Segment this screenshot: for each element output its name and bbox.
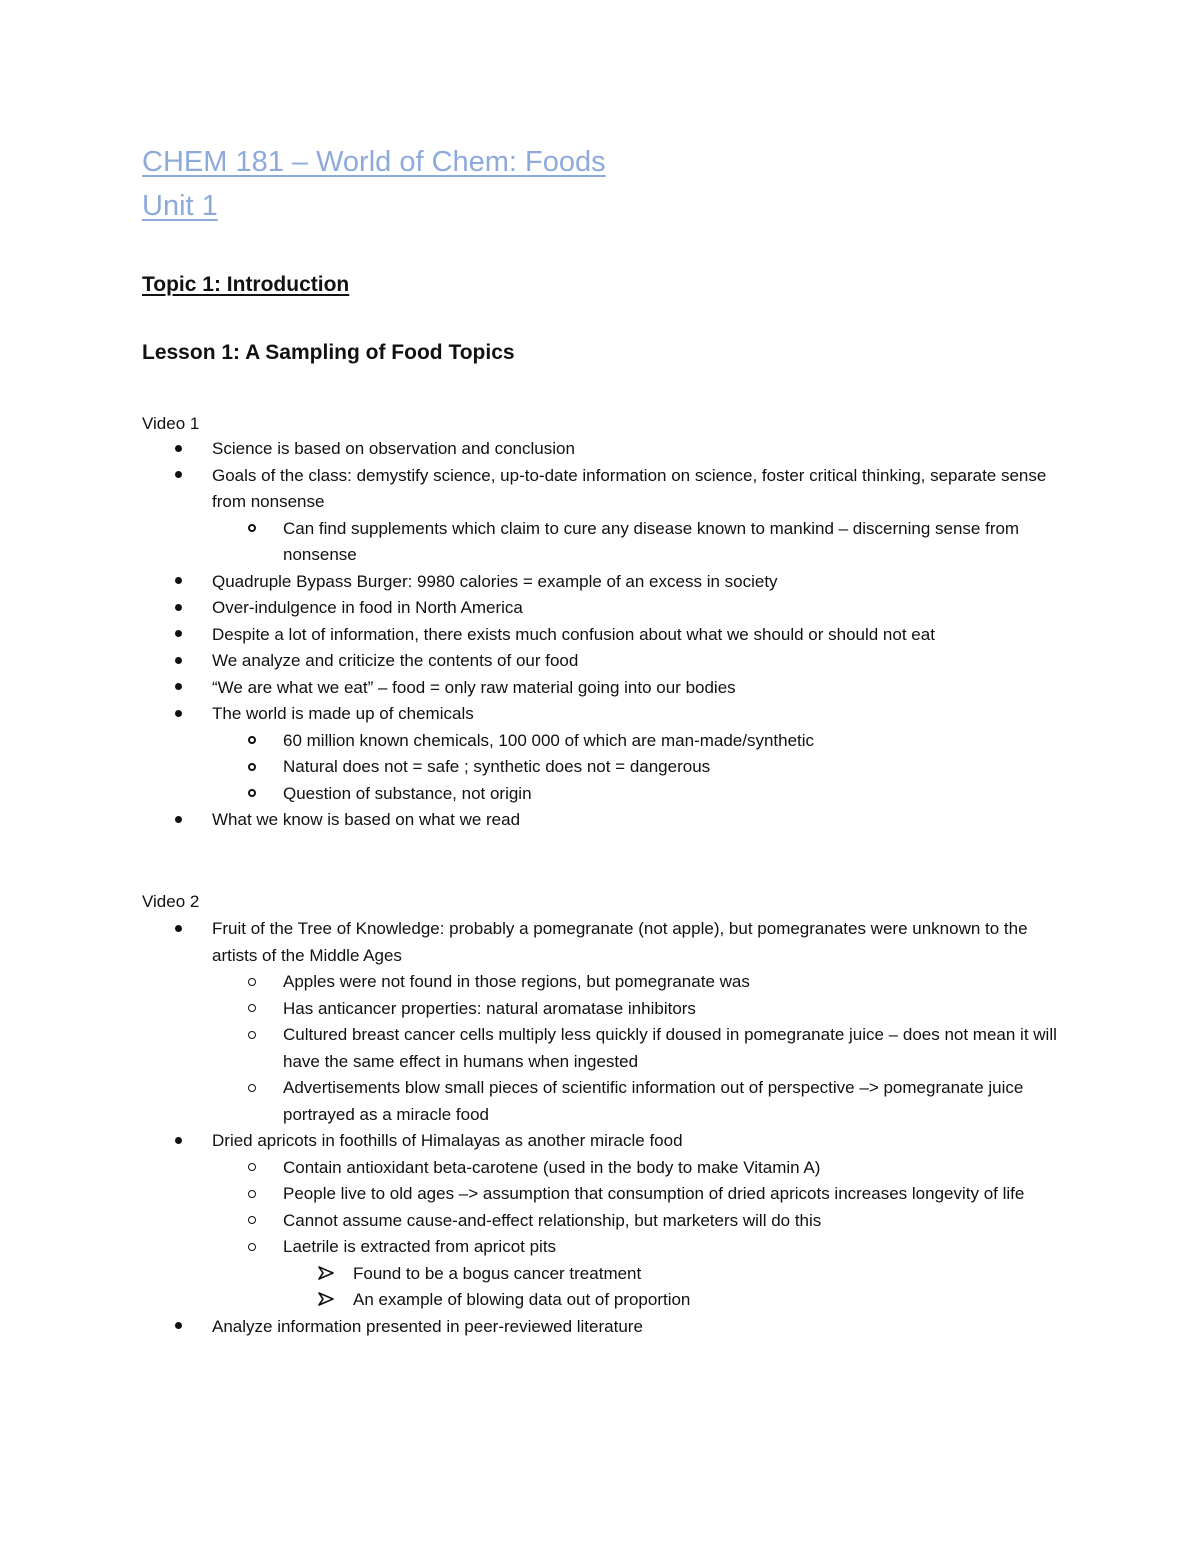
list-item: Contain antioxidant beta-carotene (used in the body to make Vitamin A) xyxy=(142,1155,1062,1182)
list-item: The world is made up of chemicals xyxy=(142,701,1062,728)
list-item: People live to old ages –> assumption that consumption of dried apricots increases longevity of life xyxy=(142,1181,1062,1208)
list-item: Cannot assume cause-and-effect relationship, but marketers will do this xyxy=(142,1208,1062,1235)
list-item: What we know is based on what we read xyxy=(142,807,1062,834)
bullet-circle-icon xyxy=(248,996,256,1023)
list-item: Quadruple Bypass Burger: 9980 calories = example of an excess in society xyxy=(142,569,1062,596)
bullet-dot-icon xyxy=(175,807,182,834)
bullet-dot-icon xyxy=(175,648,182,675)
list-item: Has anticancer properties: natural aromatase inhibitors xyxy=(142,996,1062,1023)
arrowhead-bullet-icon xyxy=(318,1287,334,1314)
list-item: Laetrile is extracted from apricot pits xyxy=(142,1234,1062,1261)
bullet-dot-icon xyxy=(175,675,182,702)
bullet-circle-icon xyxy=(248,1022,256,1049)
list-item: Question of substance, not origin xyxy=(142,781,1062,808)
bullet-circle-icon xyxy=(248,1155,256,1182)
course-title-line1[interactable]: CHEM 181 – World of Chem: Foods xyxy=(142,146,606,178)
bullet-dot-icon xyxy=(175,569,182,596)
bullet-circle-icon xyxy=(248,1075,256,1102)
video2-heading: Video 2 xyxy=(142,892,200,911)
arrowhead-bullet-icon xyxy=(318,1261,334,1288)
bullet-dot-icon xyxy=(175,595,182,622)
bullet-circle-icon xyxy=(248,969,256,996)
list-item: Cultured breast cancer cells multiply less quickly if doused in pomegranate juice – does not mean it will have the same effect in humans when ingested xyxy=(142,1022,1062,1075)
list-item: Dried apricots in foothills of Himalayas as another miracle food xyxy=(142,1128,1062,1155)
list-item: Science is based on observation and conclusion xyxy=(142,436,1062,463)
list-item: Found to be a bogus cancer treatment xyxy=(142,1261,1062,1288)
bullet-dot-icon xyxy=(175,622,182,649)
list-item: Goals of the class: demystify science, up-to-date information on science, foster critical thinking, separate sense from nonsense xyxy=(142,463,1062,516)
topic-heading: Topic 1: Introduction xyxy=(142,273,350,296)
bullet-dot-icon xyxy=(175,1128,182,1155)
bullet-circle-icon xyxy=(248,754,256,781)
list-item: Can find supplements which claim to cure any disease known to mankind – discerning sense from nonsense xyxy=(142,516,1062,569)
course-title[interactable] xyxy=(142,140,1062,228)
list-item: Analyze information presented in peer-reviewed literature xyxy=(142,1314,1062,1341)
list-item: 60 million known chemicals, 100 000 of which are man-made/synthetic xyxy=(142,728,1062,755)
list-item: Fruit of the Tree of Knowledge: probably a pomegranate (not apple), but pomegranates were unknown to the artists of the Middle Ages xyxy=(142,916,1062,969)
lesson-heading: Lesson 1: A Sampling of Food Topics xyxy=(142,341,515,364)
bullet-dot-icon xyxy=(175,436,182,463)
list-item: Despite a lot of information, there exists much confusion about what we should or should not eat xyxy=(142,622,1062,649)
video1-heading: Video 1 xyxy=(142,414,200,433)
list-item: Natural does not = safe ; synthetic does not = dangerous xyxy=(142,754,1062,781)
bullet-dot-icon xyxy=(175,1314,182,1341)
bullet-circle-icon xyxy=(248,781,256,808)
list-item: “We are what we eat” – food = only raw material going into our bodies xyxy=(142,675,1062,702)
bullet-dot-icon xyxy=(175,701,182,728)
bullet-circle-icon xyxy=(248,728,256,755)
bullet-dot-icon xyxy=(175,463,182,490)
list-item: Advertisements blow small pieces of scientific information out of perspective –> pomegranate juice portrayed as a miracle food xyxy=(142,1075,1062,1128)
video1-list xyxy=(142,436,1062,834)
list-item: We analyze and criticize the contents of our food xyxy=(142,648,1062,675)
list-item: Apples were not found in those regions, but pomegranate was xyxy=(142,969,1062,996)
bullet-circle-icon xyxy=(248,1181,256,1208)
bullet-circle-icon xyxy=(248,1234,256,1261)
bullet-circle-icon xyxy=(248,1208,256,1235)
bullet-dot-icon xyxy=(175,916,182,943)
list-item: An example of blowing data out of proportion xyxy=(142,1287,1062,1314)
course-title-line2[interactable]: Unit 1 xyxy=(142,190,218,222)
document-page xyxy=(142,140,1062,1336)
bullet-circle-icon xyxy=(248,516,256,543)
list-item: Over-indulgence in food in North America xyxy=(142,595,1062,622)
video2-list xyxy=(142,916,1062,1340)
